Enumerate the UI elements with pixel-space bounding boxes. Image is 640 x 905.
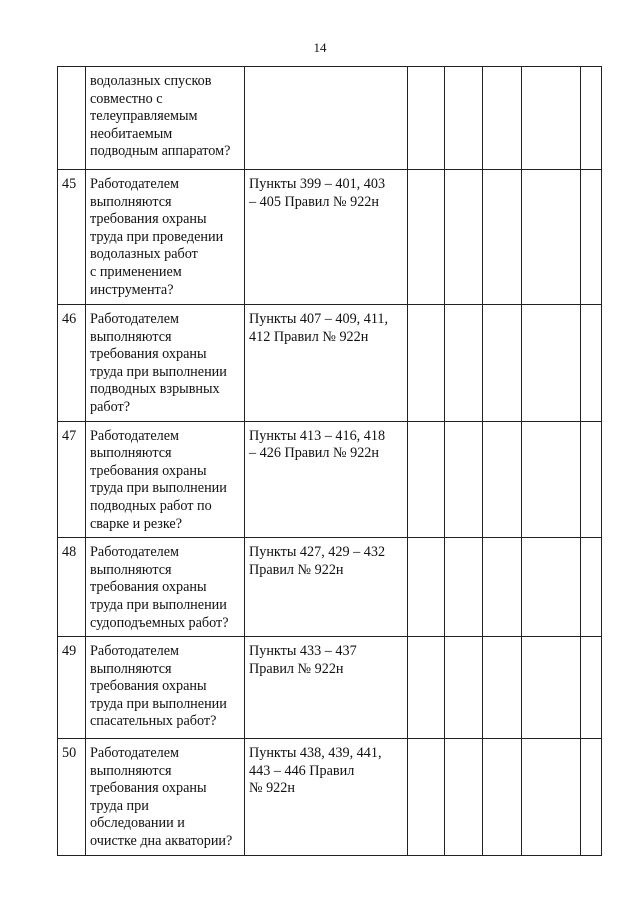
answer-cell xyxy=(581,67,602,170)
reference-cell xyxy=(245,170,408,305)
reference-line: Пункты 433 – 437 xyxy=(249,643,357,660)
answer-cell xyxy=(445,421,483,538)
table-row xyxy=(58,637,602,739)
answer-cell xyxy=(522,739,581,856)
answer-cell xyxy=(581,739,602,856)
question-line: требования охраны xyxy=(90,678,207,695)
question-line: труда при проведении xyxy=(90,228,224,245)
reference-line: Правил № 922н xyxy=(249,561,344,578)
reference-cell xyxy=(245,538,408,637)
question-line: Работодателем xyxy=(90,427,180,444)
reference-cell xyxy=(245,67,408,170)
table-row xyxy=(58,421,602,538)
checklist-table xyxy=(57,66,602,856)
question-cell xyxy=(86,305,245,422)
answer-cell xyxy=(581,305,602,422)
answer-cell xyxy=(445,739,483,856)
question-line: подводных взрывных xyxy=(90,381,220,398)
answer-cell xyxy=(408,67,445,170)
item-number-cell: 49 xyxy=(58,637,86,739)
question-line: выполняются xyxy=(90,328,172,345)
question-line: труда при выполнении xyxy=(90,695,227,712)
answer-cell xyxy=(445,67,483,170)
item-number-cell: 45 xyxy=(58,170,86,305)
answer-cell xyxy=(483,421,522,538)
answer-cell xyxy=(581,421,602,538)
item-number-cell: 48 xyxy=(58,538,86,637)
question-line: требования охраны xyxy=(90,780,207,797)
answer-cell xyxy=(408,739,445,856)
question-line: выполняются xyxy=(90,193,172,210)
question-cell xyxy=(86,538,245,637)
answer-cell xyxy=(445,538,483,637)
table-row xyxy=(58,739,602,856)
item-number-cell: 50 xyxy=(58,739,86,856)
answer-cell xyxy=(408,538,445,637)
answer-cell xyxy=(581,637,602,739)
reference-line: Пункты 399 – 401, 403 xyxy=(249,176,386,192)
question-line: труда при xyxy=(90,797,149,814)
answer-cell xyxy=(445,637,483,739)
reference-cell xyxy=(245,637,408,739)
reference-line: Пункты 413 – 416, 418 xyxy=(249,427,386,444)
reference-cell xyxy=(245,739,408,856)
question-cell xyxy=(86,67,245,170)
question-cell xyxy=(86,170,245,305)
answer-cell xyxy=(408,421,445,538)
question-line: выполняются xyxy=(90,561,172,578)
question-line: выполняются xyxy=(90,445,172,462)
question-line: сварке и резке? xyxy=(90,515,183,532)
question-line: спасательных работ? xyxy=(90,713,217,730)
answer-cell xyxy=(522,305,581,422)
question-line: телеуправляемым xyxy=(90,108,198,125)
question-line: подводным аппаратом? xyxy=(90,143,231,160)
reference-line: № 922н xyxy=(249,780,295,797)
reference-line: Пункты 407 – 409, 411, xyxy=(249,311,389,327)
question-line: труда при выполнении xyxy=(90,596,227,613)
question-line: инструмента? xyxy=(90,281,174,298)
question-line: Работодателем xyxy=(90,745,180,762)
answer-cell xyxy=(483,170,522,305)
question-line: водолазных работ xyxy=(90,246,198,263)
question-line: Работодателем xyxy=(90,643,180,660)
question-line: требования охраны xyxy=(90,211,207,228)
answer-cell xyxy=(483,67,522,170)
reference-line: 443 – 446 Правил xyxy=(249,762,355,779)
question-line: требования охраны xyxy=(90,579,207,596)
question-line: подводных работ по xyxy=(90,497,212,514)
answer-cell xyxy=(483,538,522,637)
question-line: судоподъемных работ? xyxy=(90,614,229,631)
answer-cell xyxy=(445,305,483,422)
question-line: требования охраны xyxy=(90,462,207,479)
question-line: выполняются xyxy=(90,762,172,779)
item-number-cell: 47 xyxy=(58,421,86,538)
question-line: Работодателем xyxy=(90,176,180,192)
question-line: с применением xyxy=(90,263,182,280)
item-number-cell xyxy=(58,67,86,170)
answer-cell xyxy=(522,538,581,637)
question-line: труда при выполнении xyxy=(90,480,227,497)
question-cell xyxy=(86,739,245,856)
question-line: Работодателем xyxy=(90,311,180,327)
reference-line: Правил № 922н xyxy=(249,660,344,677)
answer-cell xyxy=(581,170,602,305)
reference-line: – 405 Правил № 922н xyxy=(249,193,379,210)
answer-cell xyxy=(483,305,522,422)
question-line: совместно с xyxy=(90,90,163,107)
answer-cell xyxy=(408,170,445,305)
question-line: требования охраны xyxy=(90,346,207,363)
answer-cell xyxy=(483,637,522,739)
reference-line: Пункты 438, 439, 441, xyxy=(249,745,382,762)
question-line: выполняются xyxy=(90,660,172,677)
reference-cell xyxy=(245,421,408,538)
question-cell xyxy=(86,637,245,739)
answer-cell xyxy=(522,170,581,305)
reference-line: – 426 Правил № 922н xyxy=(249,445,379,462)
page-number: 14 xyxy=(313,40,327,55)
question-line: необитаемым xyxy=(90,125,173,142)
answer-cell xyxy=(483,739,522,856)
reference-cell xyxy=(245,305,408,422)
answer-cell xyxy=(581,538,602,637)
reference-line: 412 Правил № 922н xyxy=(249,328,369,345)
table-row xyxy=(58,305,602,422)
table-row xyxy=(58,170,602,305)
table-row xyxy=(58,67,602,170)
answer-cell xyxy=(522,421,581,538)
answer-cell xyxy=(522,67,581,170)
question-line: работ? xyxy=(90,398,131,415)
table-row xyxy=(58,538,602,637)
question-cell xyxy=(86,421,245,538)
question-line: Работодателем xyxy=(90,544,180,561)
answer-cell xyxy=(445,170,483,305)
question-line: очистке дна акватории? xyxy=(90,833,233,850)
reference-line: Пункты 427, 429 – 432 xyxy=(249,544,386,561)
answer-cell xyxy=(408,637,445,739)
question-line: обследовании и xyxy=(90,815,185,832)
answer-cell xyxy=(408,305,445,422)
question-line: труда при выполнении xyxy=(90,363,227,380)
answer-cell xyxy=(522,637,581,739)
question-line: водолазных спусков xyxy=(90,73,212,89)
item-number-cell: 46 xyxy=(58,305,86,422)
